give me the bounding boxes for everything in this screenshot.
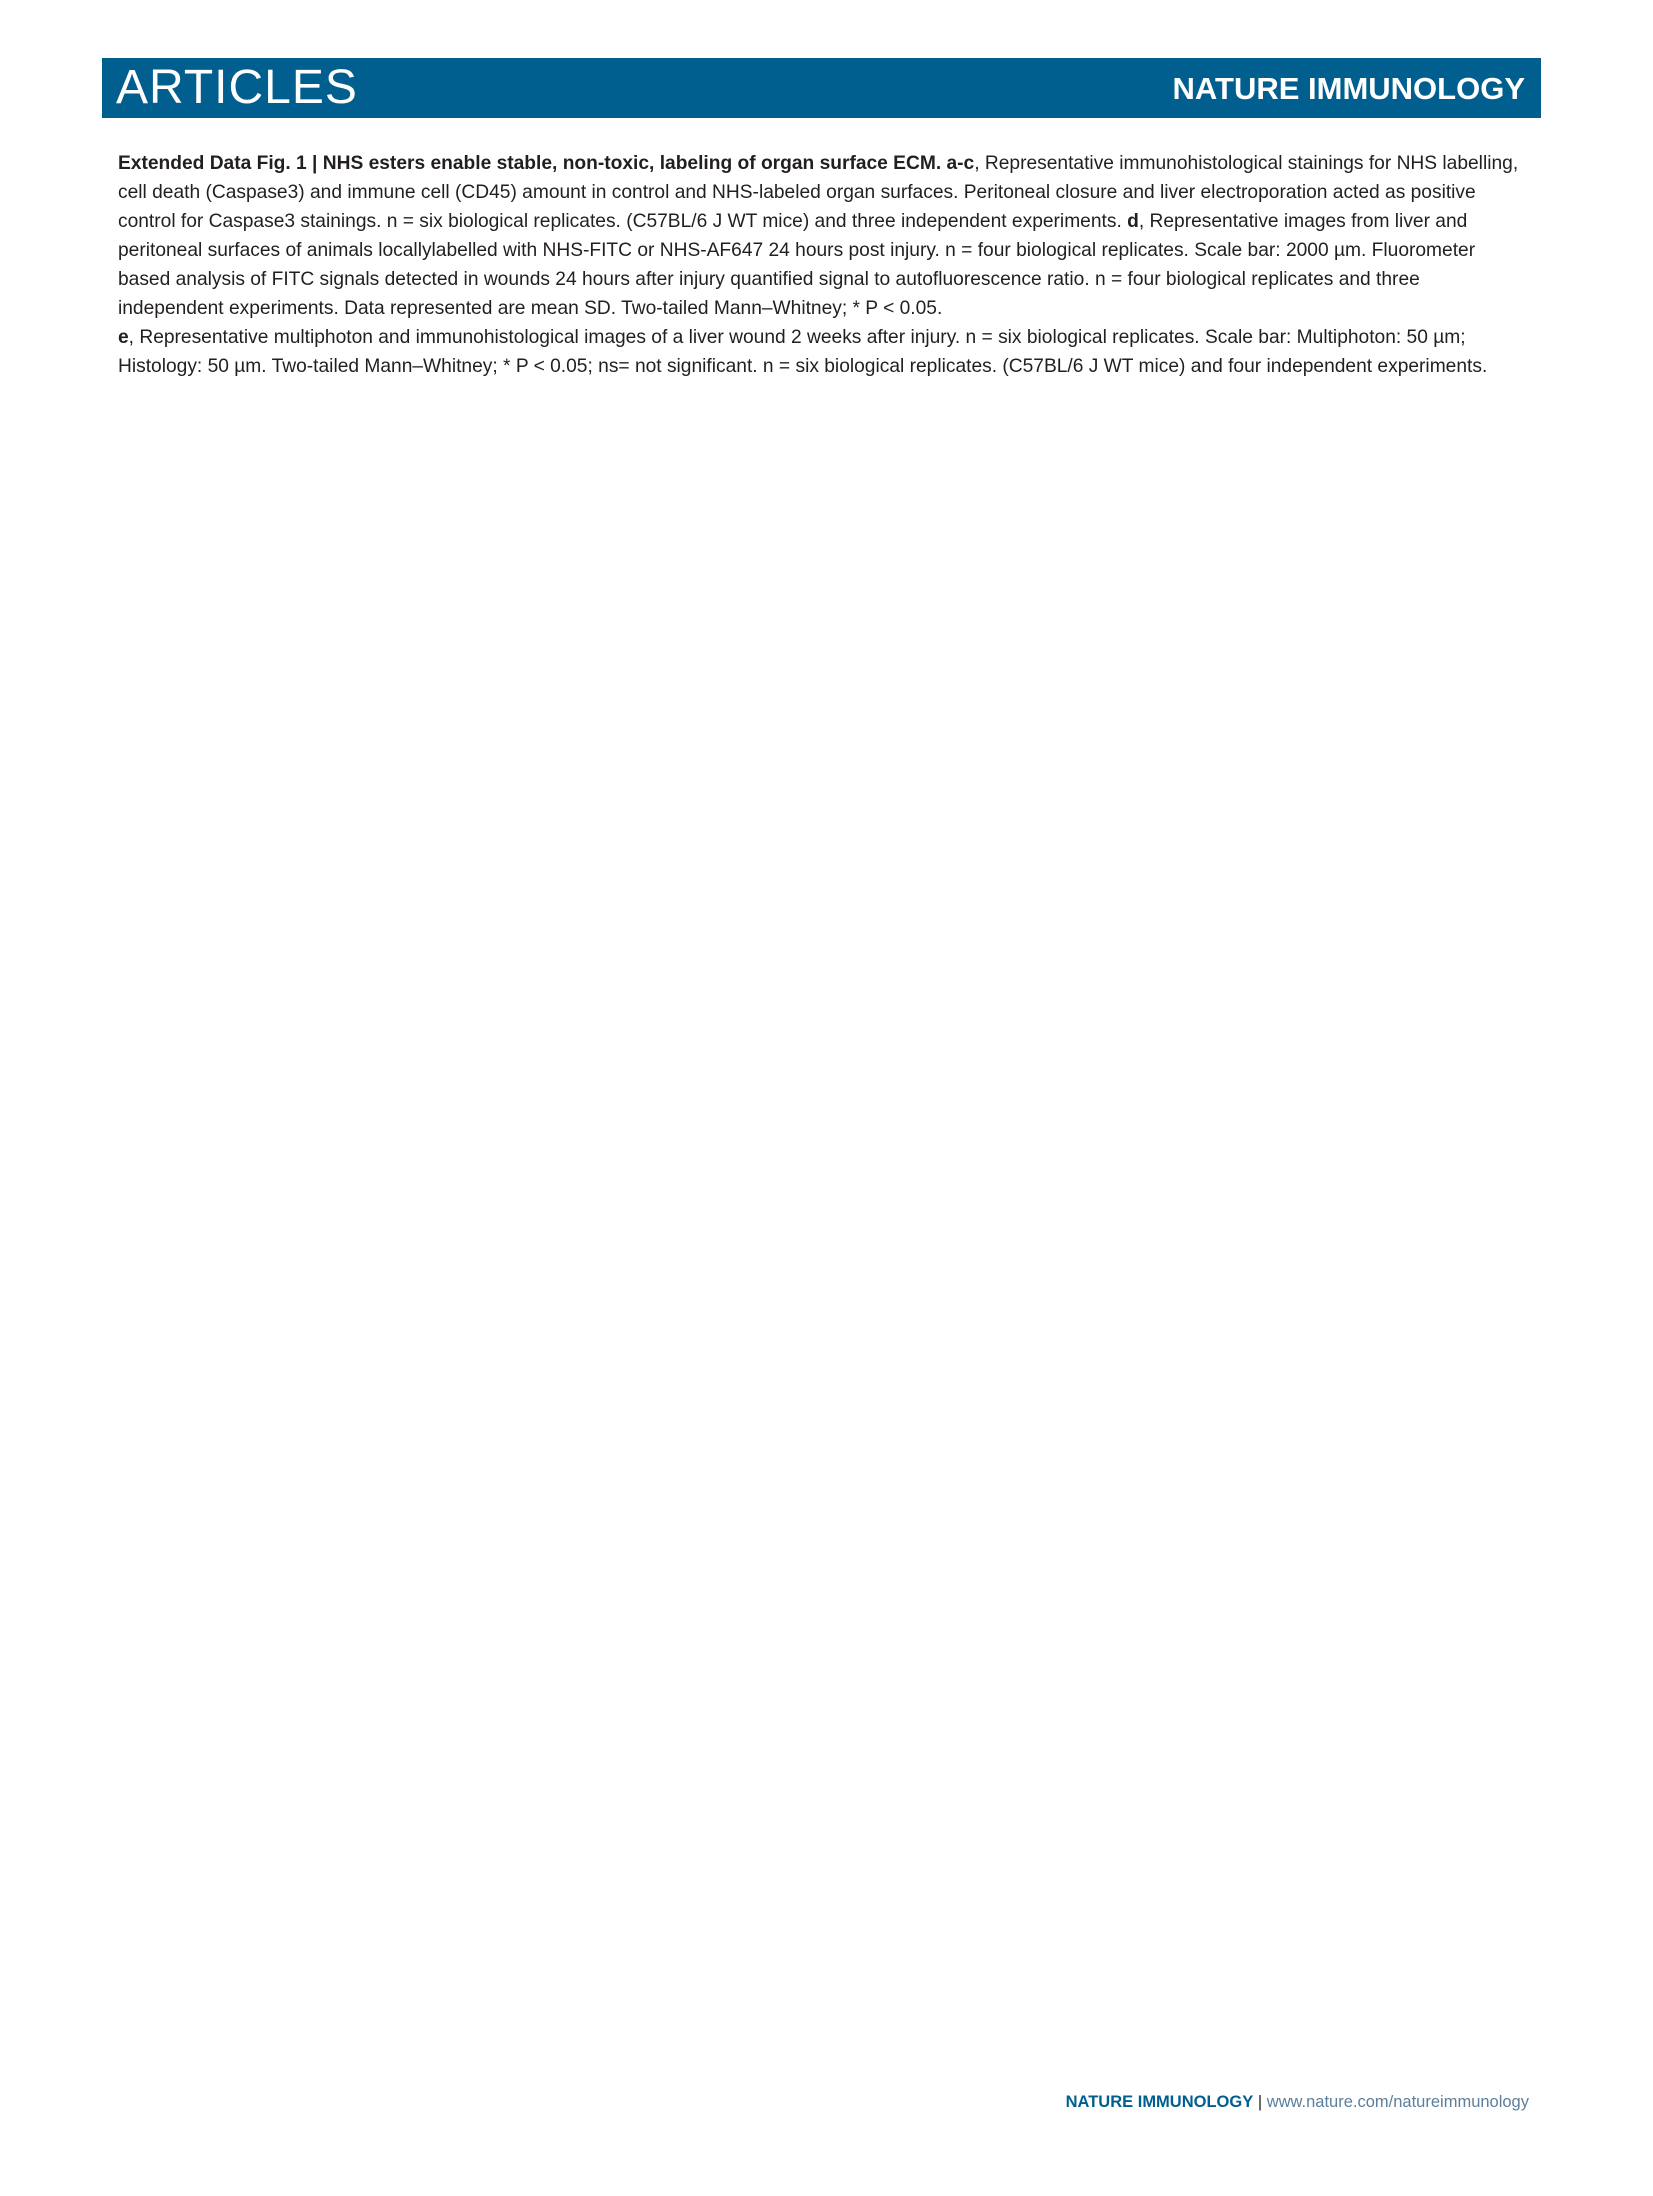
journal-header-bar [102,58,1541,118]
journal-name: NATURE IMMUNOLOGY [1172,71,1525,106]
panel-label-e: e [118,327,129,348]
page-footer [1066,2091,1529,2113]
panel-text-e: , Representative multiphoton and immunohistological images of a liver wound 2 weeks after injury. n = six biological replicates. Scale bar: Multiphoton: 50 µm; Histology: 50 µm. Two-tailed Mann–Whitney; * P < 0.05; ns= not significant. n = six biological replicates. (C57BL/6 J WT mice) and four independent experiments. [118,327,1488,377]
section-label: ARTICLES [116,61,358,114]
panel-label-a-c: a-c [946,153,975,174]
panel-text-a-c: , Representative immunohistological stainings for NHS labelling, cell death (Caspase3) and immune cell (CD45) amount in control and NHS-labeled organ surfaces. Peritoneal closure and liver electroporation acted as positive control for Caspase3 stainings. n = six biological replicates. (C57BL/6 J WT mice) and three independent experiments. [118,153,1519,232]
figure-caption [118,149,1528,381]
footer-journal-name: NATURE IMMUNOLOGY [1065,2093,1254,2111]
panel-text-d: , Representative images from liver and peritoneal surfaces of animals locallylabelled with NHS-FITC or NHS-AF647 24 hours post injury. n = four biological replicates. Scale bar: 2000 µm. Fluorometer based analysis of FITC signals detected in wounds 24 hours after injury quantified signal to autofluorescence ratio. n = four biological replicates and three independent experiments. Data represented are mean SD. Two-tailed Mann–Whitney; * P < 0.05. [118,211,1476,319]
caption-title: Extended Data Fig. 1 | NHS esters enable stable, non-toxic, labeling of organ surface ECM. [118,153,942,174]
footer-url-link[interactable]: www.nature.com/natureimmunology [1266,2093,1529,2111]
footer-separator: | [1253,2093,1267,2111]
panel-label-d: d [1127,211,1139,232]
